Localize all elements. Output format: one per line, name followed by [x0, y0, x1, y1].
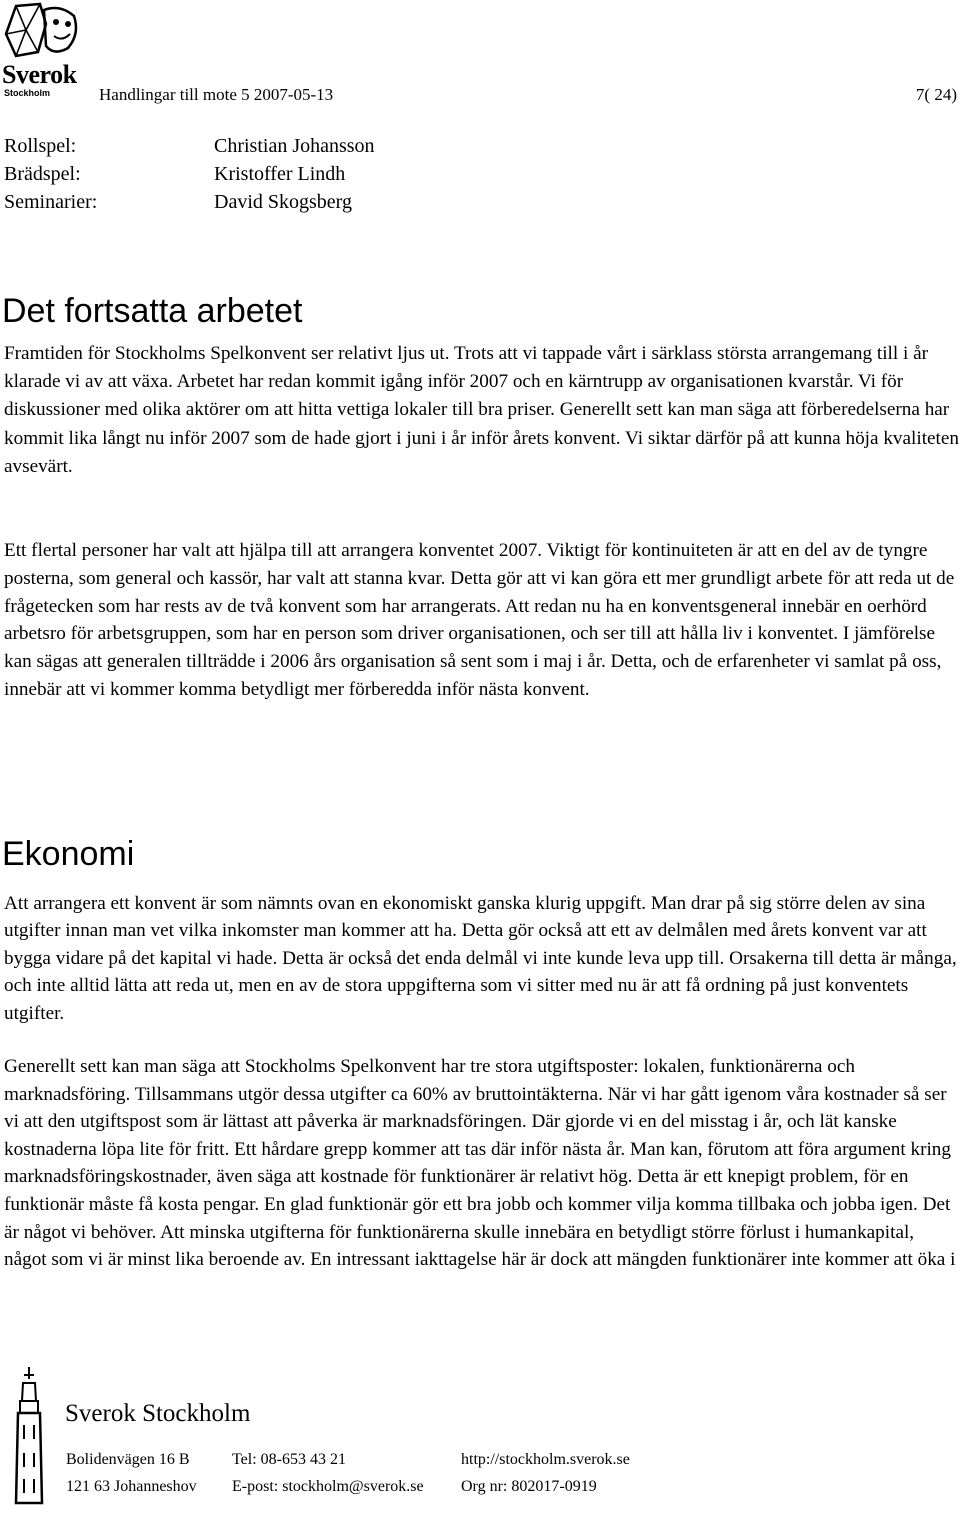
role-label: Brädspel:	[4, 163, 81, 185]
footer-website: http://stockholm.sverok.se	[461, 1451, 630, 1468]
paragraph: Framtiden för Stockholms Spelkonvent ser relativt ljus ut. Trots att vi tappade vårt i särklass största arrangemang till i år klarade vi av att växa. Arbetet har redan kommit igång inför 2007 och en kärntrupp av organisationen kvarstår. Vi för diskussioner med olika aktörer om att hitta vettiga lokaler till bra priser. Generellt sett kan man säga att förberedelserna har kommit lika långt nu inför 2007 som de hade gjort i juni i år inför årets konvent. Vi siktar därför på att kunna höja kvaliteten avsevärt.	[4, 343, 959, 477]
role-row	[4, 132, 375, 160]
page-number: 7( 24)	[915, 85, 957, 104]
footer-email: E-post: stockholm@sverok.se	[232, 1478, 424, 1495]
paragraph: Att arrangera ett konvent är som nämnts ovan en ekonomiskt ganska klurig uppgift. Man drar på sig större delen av sina utgifter innan man vet vilka inkomster man kommer att ha. Detta gör också att ett av delmålen med årets konvent var att bygga vidare på det kapital vi hade. Detta är också det enda delmål vi inte kunde leva upp till. Orsakerna till detta är många, och inte alltid lätta att reda ut, men en av de stora uppgifterna som vi sitter med nu är att få ordning på just konventets utgifter.	[4, 893, 957, 1024]
logo-subtext: Stockholm	[4, 88, 51, 98]
role-person: David Skogsberg	[214, 191, 352, 213]
paragraph: Generellt sett kan man säga att Stockholms Spelkonvent har tre stora utgiftsposter: lokalen, funktionärerna och marknadsföring. Tillsammans utgör dessa utgifter ca 60% av bruttointäkterna. När vi har gått igenom våra kostnader så ser vi att den utgiftspost som är lättast att påverka är marknadsföringen. Där gjorde vi en del misstag i år, och lät kanske kostnaderna löpa lite för fritt. Ett hårdare grepp kommer att tas där inför nästa år. Man kan, förutom att föra argument kring marknadsföringskostnader, även säga att kostnade för funktionärer är relativt hög. Detta är ett knepigt problem, för en funktionär måste få kosta pengar. En glad funktionär gör ett bra jobb och kommer vilja komma tillbaka och jobba igen. Det är något vi behöver. Att minska utgifterna för funktionärerna skulle innebära en betydligt större förlust i humankapital, något som vi är minst lika beroende av. En intressant iakttagelse här är dock att mängden funktionärer inte kommer att öka i	[4, 1056, 956, 1271]
section-heading: Ekonomi	[2, 835, 135, 873]
paragraph: Ett flertal personer har valt att hjälpa till att arrangera konventet 2007. Viktigt för kontinuiteten är att en del av de tyngre posterna, som general och kassör, har valt att stanna kvar. Detta gör att vi kan göra ett mer grundligt arbete för att reda ut de frågetecken som har rests av de två konvent som har arrangerats. Att redan nu ha en konventsgeneral innebär en oerhörd arbetsro för arbetsgruppen, som har en person som driver organisationen, och ser till att hålla liv i konventet. I jämförelse kan sägas att generalen tillträdde i 2006 års organisation så sent som i maj i år. Detta, och de erfarenheter vi samlat på oss, innebär att vi kommer komma betydligt mer förberedda inför nästa konvent.	[4, 540, 955, 700]
role-row	[4, 160, 375, 188]
city-hall-tower-icon	[6, 1365, 52, 1505]
footer-org-number: Org nr: 802017-0919	[461, 1478, 597, 1495]
footer-address-city: 121 63 Johanneshov	[66, 1478, 197, 1495]
logo-wordmark: Sverok	[2, 60, 77, 89]
section-heading: Det fortsatta arbetet	[2, 292, 303, 330]
role-person: Kristoffer Lindh	[214, 163, 346, 185]
footer-organization-name: Sverok Stockholm	[65, 1400, 251, 1427]
footer-phone: Tel: 08-653 43 21	[232, 1451, 346, 1468]
role-label: Seminarier:	[4, 191, 98, 213]
role-label: Rollspel:	[4, 135, 77, 157]
roles-list	[4, 132, 375, 216]
role-row	[4, 188, 375, 216]
document-header-title: Handlingar till mote 5 2007-05-13	[99, 85, 334, 104]
role-person: Christian Johansson	[214, 135, 375, 157]
footer-address-street: Bolidenvägen 16 B	[66, 1451, 190, 1468]
